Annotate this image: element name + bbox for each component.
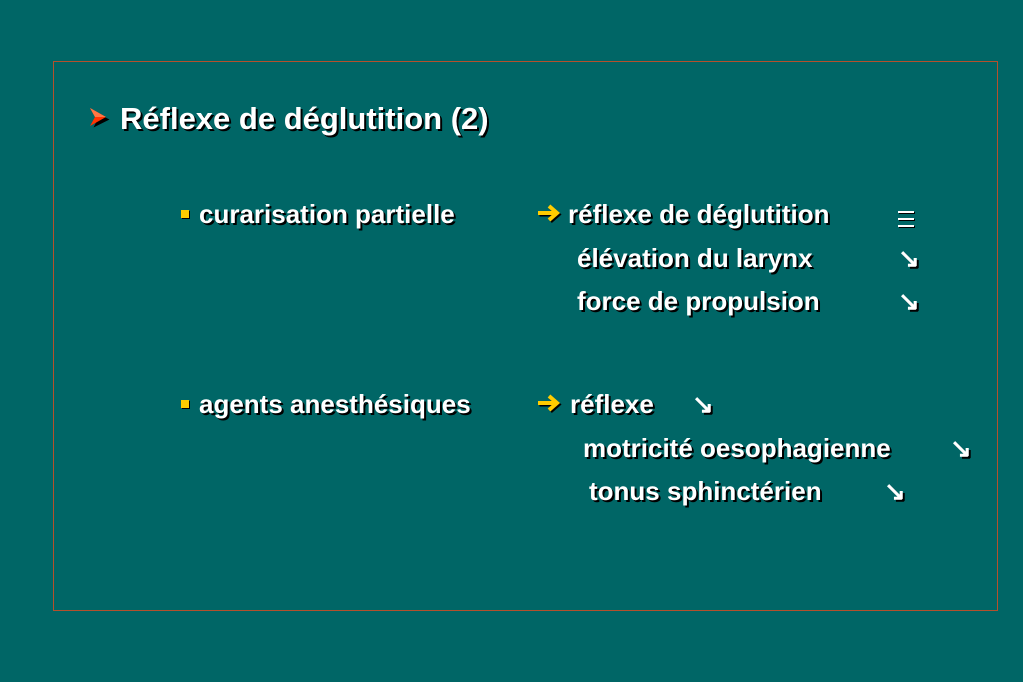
decrease-arrow-icon: ↘ [950,433,972,463]
section2-effect-3: tonus sphinctérien [589,476,822,506]
equal-icon [898,211,914,229]
decrease-arrow-icon: ↘ [898,286,920,316]
section1-effect-1: réflexe de déglutition [568,199,830,229]
right-arrow-icon [536,203,562,225]
section1-label: curarisation partielle [199,199,455,229]
decrease-arrow-icon: ↘ [898,243,920,273]
section1-effect-3: force de propulsion [577,286,820,316]
decrease-arrow-icon: ↘ [692,389,714,419]
right-arrow-icon [536,393,562,415]
slide-title: Réflexe de déglutition (2) [120,101,489,136]
section2-effect-2: motricité oesophagienne [583,433,891,463]
slide-frame [53,61,998,611]
arrowhead-bullet-icon [88,106,110,130]
section1-effect-2: élévation du larynx [577,243,813,273]
square-bullet-icon [181,210,189,218]
decrease-arrow-icon: ↘ [884,476,906,506]
section2-label: agents anesthésiques [199,389,471,419]
square-bullet-icon [181,400,189,408]
section2-effect-1: réflexe [570,389,654,419]
